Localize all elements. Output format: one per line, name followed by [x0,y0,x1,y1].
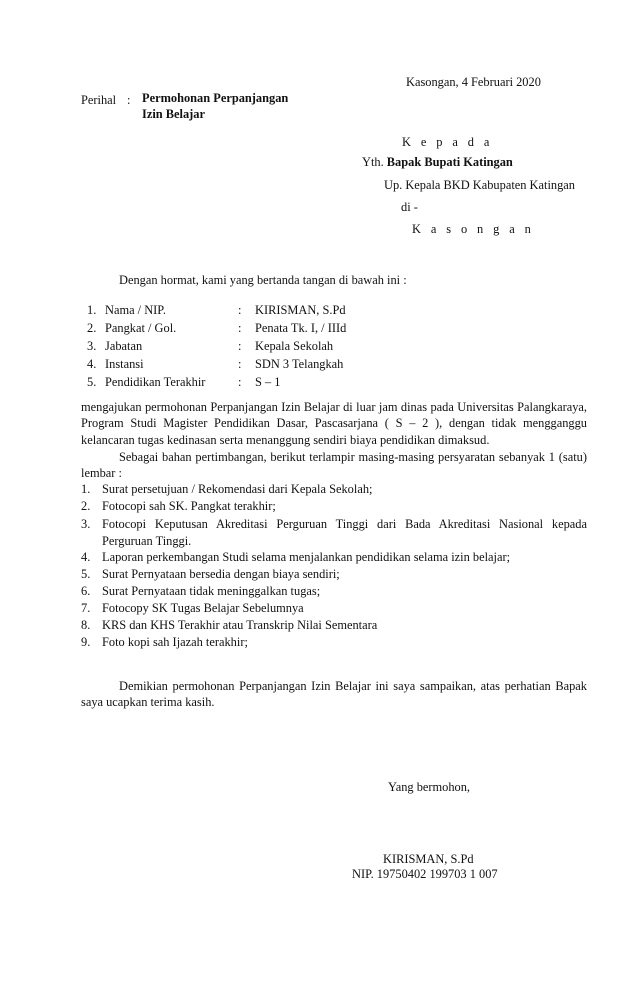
identity-row [81,375,401,392]
identity-value: Penata Tk. I, / IIId [255,321,347,335]
list-item [81,635,587,650]
subject-line-1 [142,91,288,106]
identity-colon: : [238,375,242,389]
signer-name: KIRISMAN, S.Pd [383,852,474,866]
identity-value: Kepala Sekolah [255,339,334,353]
list-item-number: 3. [81,517,91,531]
identity-value: S – 1 [255,375,281,389]
subject-line-2 [142,107,205,122]
identity-label: Pangkat / Gol. [105,321,177,335]
letter-date: Kasongan, 4 Februari 2020 [406,75,541,89]
identity-colon: : [238,339,242,353]
list-item-number: 6. [81,584,91,598]
identity-label: Nama / NIP. [105,303,166,317]
list-item-text: Surat Pernyataan tidak meninggalkan tugas; [102,584,321,598]
identity-row [81,321,401,338]
list-item-text: Foto kopi sah Ijazah terakhir; [102,635,248,649]
list-item-number: 7. [81,601,91,615]
subject-colon: : [127,93,131,107]
list-item-number: 1. [81,482,91,496]
list-item [81,618,587,633]
identity-row [81,303,401,320]
identity-no: 5. [87,375,97,389]
list-item-number: 8. [81,618,91,632]
list-item [81,584,587,599]
recipient-city: K a s o n g a n [412,222,535,236]
identity-no: 4. [87,357,97,371]
list-item [81,601,587,616]
identity-no: 2. [87,321,97,335]
list-item [81,550,587,565]
subject-text-1: Permohonan Perpanjangan [142,91,289,105]
identity-label: Instansi [105,357,144,371]
list-item [81,567,587,582]
subject-label: Perihal [81,93,117,107]
list-item-text: Fotocopi sah SK. Pangkat terakhir; [102,499,276,513]
identity-colon: : [238,321,242,335]
identity-value: KIRISMAN, S.Pd [255,303,346,317]
list-item-text: Surat persetujuan / Rekomendasi dari Kepala Sekolah; [102,482,373,496]
list-item-text: Fotocopy SK Tugas Belajar Sebelumnya [102,601,304,615]
identity-row [81,357,401,374]
identity-label: Jabatan [105,339,143,353]
list-item-text: Fotocopi Keputusan Akreditasi Perguruan Tinggi dari Bada Akreditasi Nasional kepada Perguruan Tinggi. [102,517,587,548]
list-item-text: Surat Pernyataan bersedia dengan biaya sendiri; [102,567,340,581]
recipient-kepada: K e p a d a [402,135,493,149]
list-item [81,516,587,549]
body-paragraph-1: mengajukan permohonan Perpanjangan Izin Belajar di luar jam dinas pada Universitas Palangkaraya, Program Studi Magister Pendidikan Dasar, Pascasarjana ( S – 2 ), dengan tidak mengganggu kelancaran tugas kedinasan serta menanggung sendiri biaya pendidikan dimaksud. [81,400,587,447]
list-item [81,499,587,514]
recipient-up: Up. Kepala BKD Kabupaten Katingan [384,178,575,192]
list-item-number: 9. [81,635,91,649]
list-item-text: KRS dan KHS Terakhir atau Transkrip Nilai Sementara [102,618,378,632]
recipient-di: di - [401,200,418,214]
body-paragraph-2: Sebagai bahan pertimbangan, berikut terlampir masing-masing persyaratan sebanyak 1 (satu) lembar : [81,450,587,481]
signer-nip: NIP. 19750402 199703 1 007 [352,867,498,881]
list-item-number: 2. [81,499,91,513]
identity-no: 3. [87,339,97,353]
recipient-yth [362,155,513,170]
identity-row [81,339,401,356]
list-item [81,482,587,497]
list-item-text: Laporan perkembangan Studi selama menjalankan pendidikan selama izin belajar; [102,550,511,564]
yth-prefix: Yth. [362,155,384,169]
identity-colon: : [238,357,242,371]
identity-colon: : [238,303,242,317]
subject-text-2: Izin Belajar [142,107,205,121]
yth-name: Bapak Bupati Katingan [386,155,513,169]
identity-label: Pendidikan Terakhir [105,375,206,389]
list-item-number: 4. [81,550,91,564]
closing-paragraph: Demikian permohonan Perpanjangan Izin Belajar ini saya sampaikan, atas perhatian Bapak saya ucapkan terima kasih. [81,679,587,710]
identity-value: SDN 3 Telangkah [255,357,344,371]
identity-no: 1. [87,303,97,317]
list-item-number: 5. [81,567,91,581]
opening-line: Dengan hormat, kami yang bertanda tangan di bawah ini : [119,273,407,287]
signature-salutation: Yang bermohon, [388,780,471,794]
